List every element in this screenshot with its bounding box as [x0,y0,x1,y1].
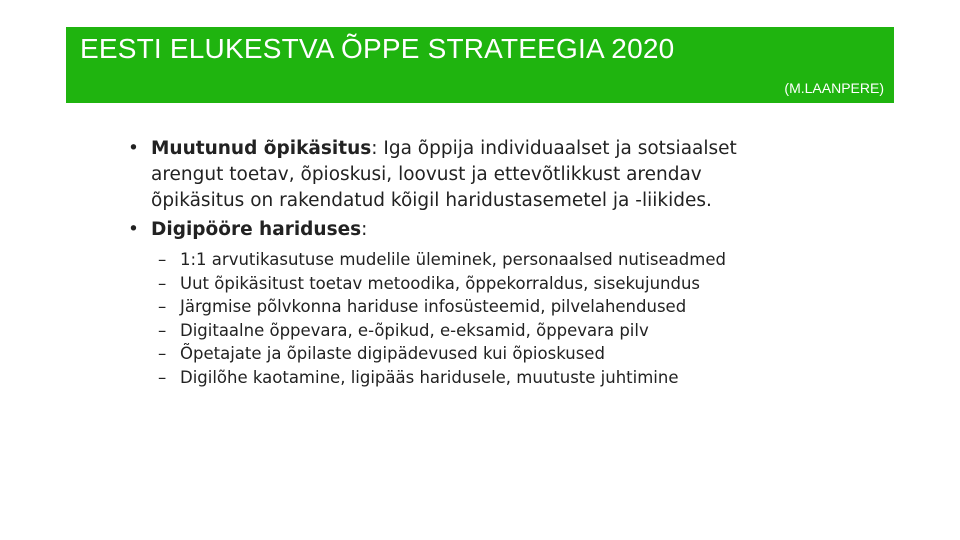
bullet-heading: Muutunud õpikäsitus [151,138,372,159]
bullet-icon: • [128,138,139,159]
sub-item-text: Digitaalne õppevara, e-õpikud, e-eksamid, õppevara pilv [180,320,649,340]
dash-icon: – [158,250,167,269]
bullet-item-2 [128,217,768,243]
sub-item-text: Uut õpikäsitust toetav metoodika, õppekorraldus, sisekujundus [180,273,701,293]
dash-icon: – [158,297,167,316]
sub-item-1 [128,248,768,272]
dash-icon: – [158,367,167,387]
sub-item-5 [128,342,768,366]
bullet-heading: Digipööre hariduses [151,219,362,240]
bullet-item-1 [128,136,768,214]
bullet-text: : [361,219,368,240]
sub-item-text: 1:1 arvutikasutuse mudelile üleminek, personaalsed nutiseadmed [180,250,726,269]
sub-item-3 [128,295,768,319]
bullet-text: : Iga õppija individuaalset ja sotsiaalset arengut toetav, õpioskusi, loovust ja ettevõtlikkust arendav õpikäsitus on rakendatud kõigil haridustasemetel ja -liikides. [151,138,737,211]
dash-icon: – [158,344,167,363]
bullet-icon: • [128,219,139,240]
sub-item-6 [128,366,768,390]
slide-content [128,136,768,389]
dash-icon: – [158,273,167,293]
title-banner [66,27,894,103]
sub-item-text: Digilõhe kaotamine, ligipääs haridusele, muutuste juhtimine [180,367,679,387]
slide-title: EESTI ELUKESTVA ÕPPE STRATEEGIA 2020 [80,33,675,64]
sub-item-text: Järgmise põlvkonna hariduse infosüsteemid, pilvelahendused [180,297,687,316]
author-credit: (M.LAANPERE) [784,80,884,96]
sub-item-text: Õpetajate ja õpilaste digipädevused kui õpioskused [180,344,605,363]
sub-item-4 [128,319,768,343]
dash-icon: – [158,320,167,340]
sub-item-2 [128,272,768,296]
